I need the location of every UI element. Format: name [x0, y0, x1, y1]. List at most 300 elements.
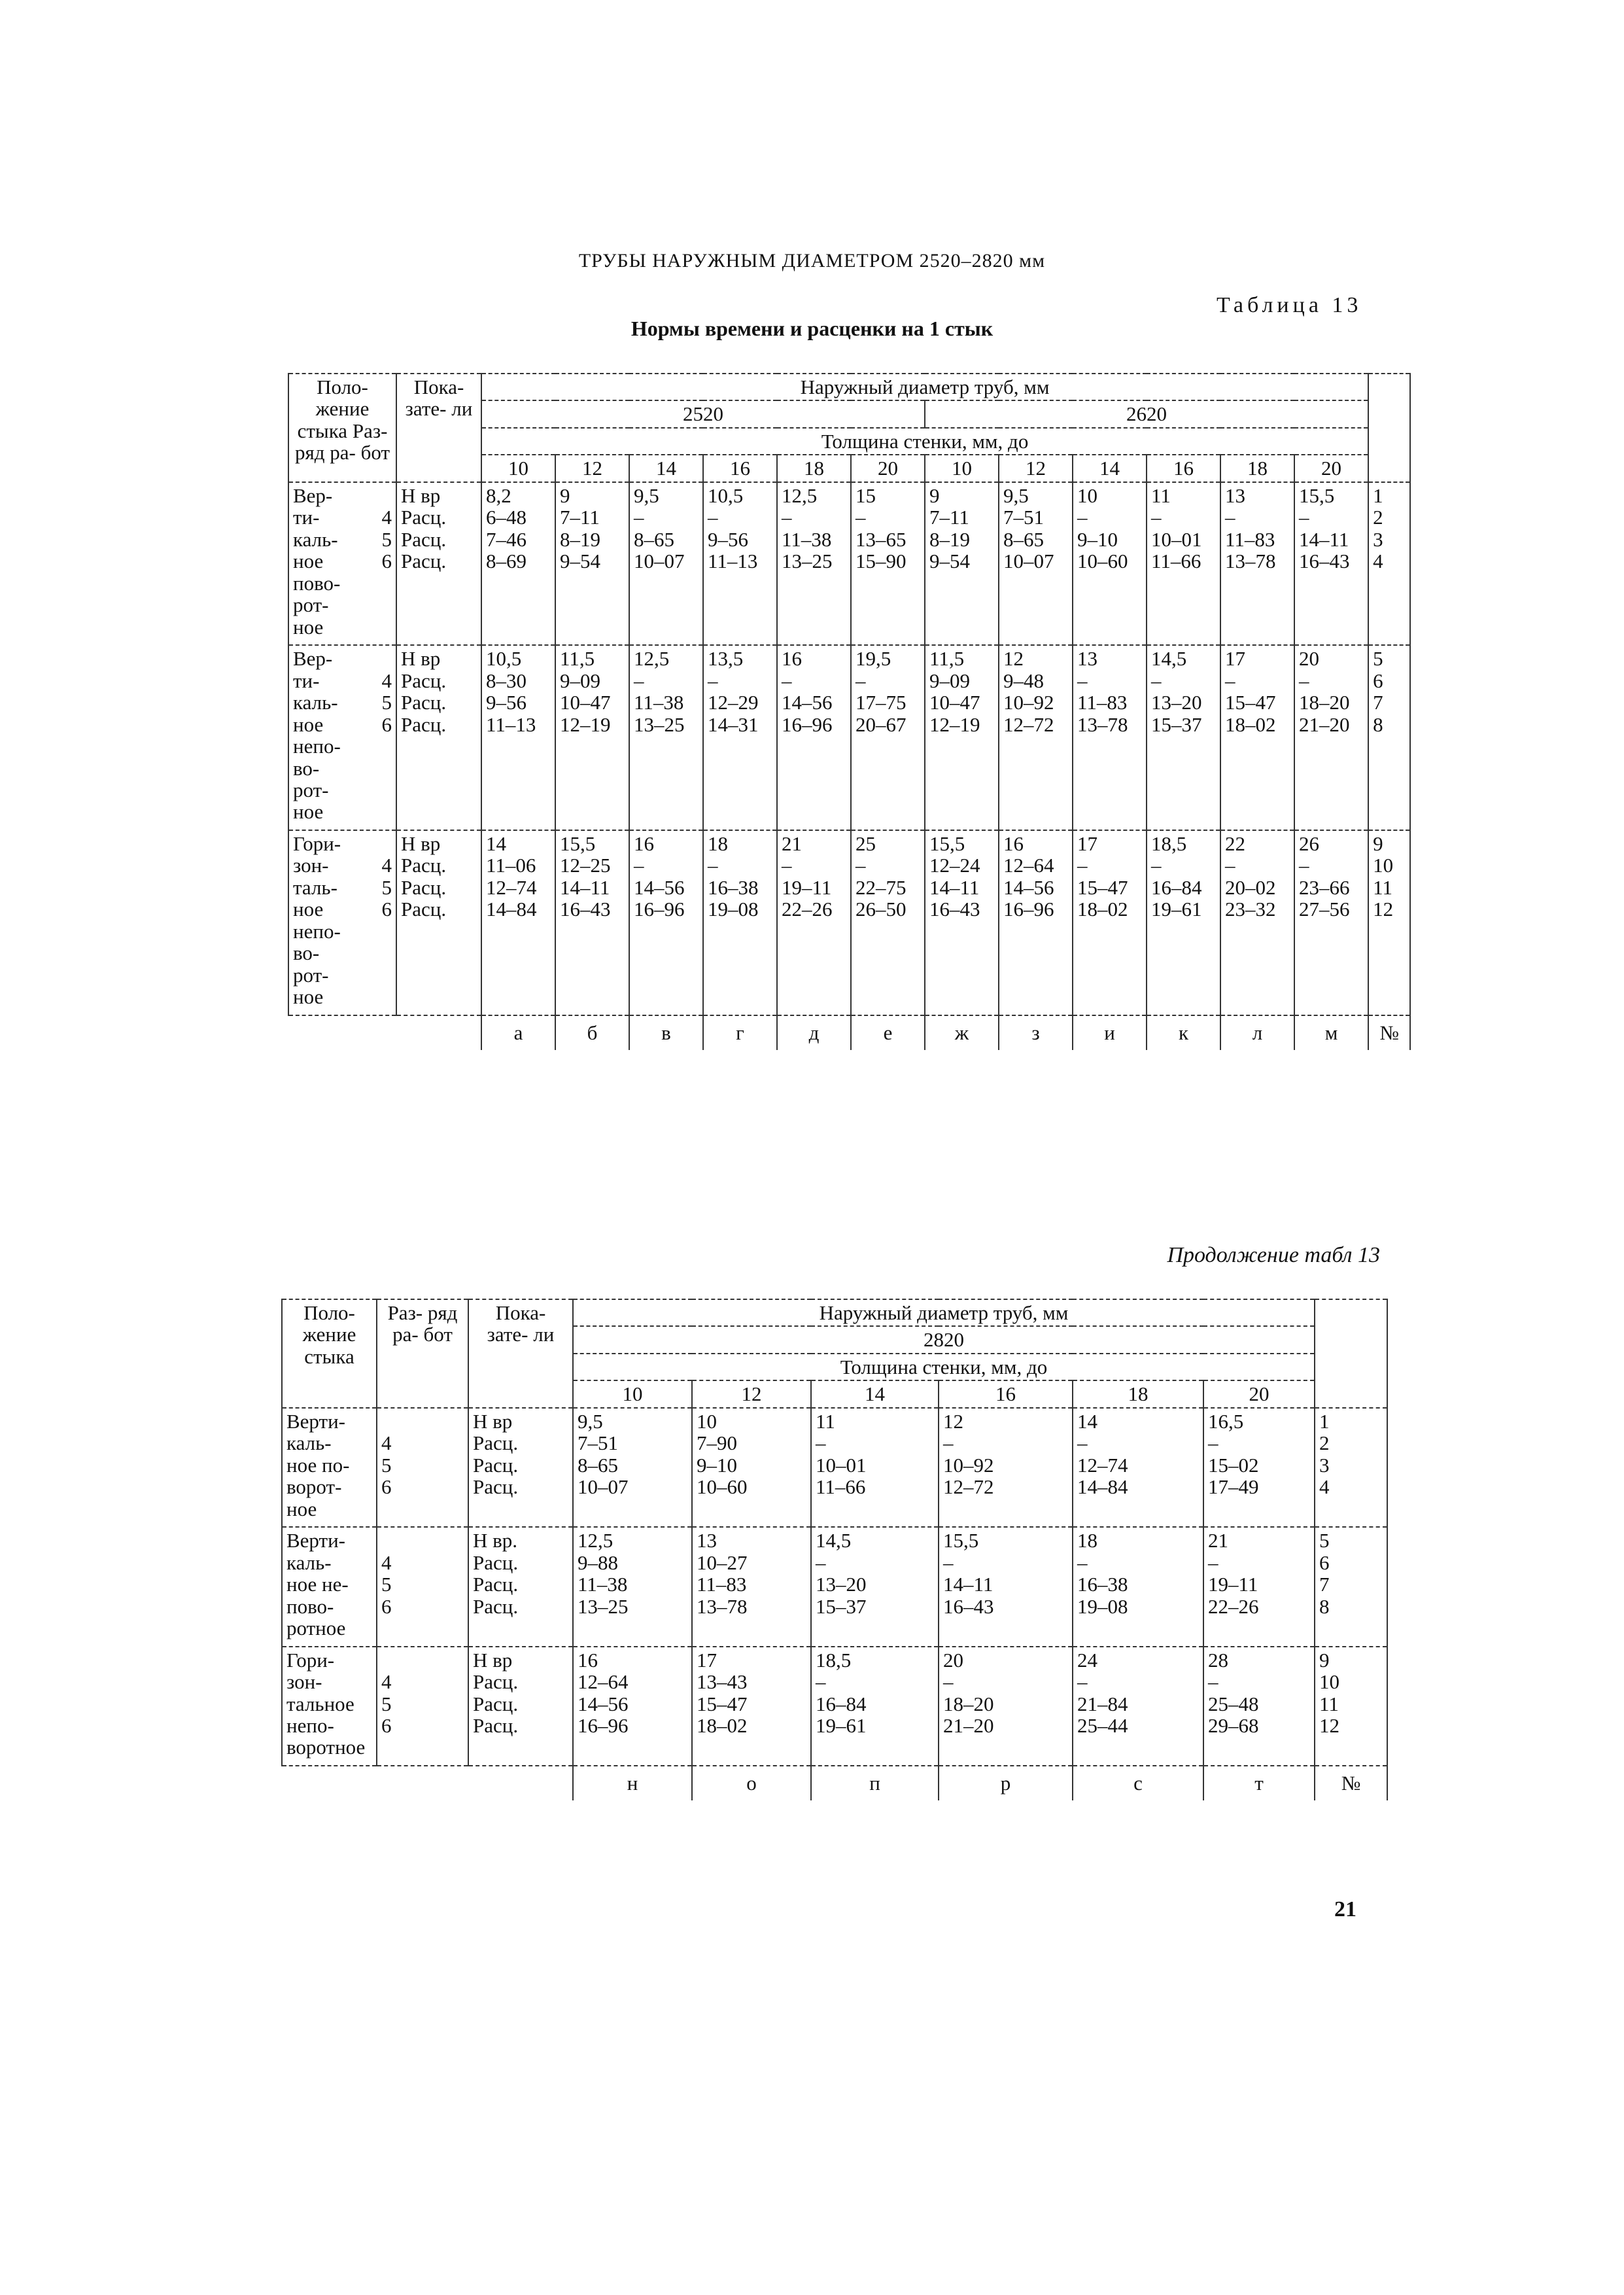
value-cell	[1073, 1408, 1203, 1527]
value-line: –	[1077, 1431, 1088, 1455]
value-cell	[777, 645, 851, 830]
value-line: 13–78	[1077, 712, 1128, 736]
value-line: 16–96	[1003, 898, 1054, 921]
value-cell	[1220, 482, 1294, 645]
header-thickness: 14	[1073, 455, 1147, 482]
value-line: 12	[943, 1409, 963, 1433]
indicator-line: Расц.	[401, 712, 447, 736]
value-line: –	[782, 506, 792, 529]
value-line: 14–84	[486, 898, 537, 921]
column-letter: т	[1203, 1766, 1315, 1800]
value-line: 17–49	[1208, 1475, 1259, 1499]
value-line: 25	[855, 832, 876, 855]
grade-line: 4	[381, 854, 392, 877]
value-line: 9,5	[578, 1409, 603, 1433]
value-line: 7–46	[486, 527, 527, 551]
header-diameter-2820: 2820	[573, 1326, 1315, 1353]
column-letter: а	[481, 1015, 555, 1050]
value-line: 16–38	[1077, 1573, 1128, 1596]
value-line: 10–47	[560, 691, 611, 714]
value-cell	[1073, 830, 1147, 1015]
value-cell	[939, 1527, 1073, 1646]
value-line: 8–65	[578, 1453, 618, 1477]
position-line: каль-	[293, 527, 338, 551]
header-thickness: 18	[1073, 1380, 1203, 1407]
value-line: 18–02	[697, 1713, 748, 1737]
value-cell	[1294, 645, 1368, 830]
value-cell	[692, 1408, 811, 1527]
table-row	[282, 1527, 1387, 1646]
value-cell	[777, 830, 851, 1015]
value-line: 14–31	[708, 712, 759, 736]
value-line: 12–74	[486, 875, 537, 899]
header-wall-thickness: Толщина стенки, мм, до	[481, 428, 1368, 455]
value-line: –	[708, 854, 718, 877]
value-cell	[1147, 482, 1220, 645]
norms-table-2520-2620	[288, 373, 1411, 1050]
value-line: 15–47	[697, 1692, 748, 1715]
value-line: 14–11	[943, 1573, 993, 1596]
value-line: –	[1151, 506, 1162, 529]
value-line: 21–20	[1299, 712, 1350, 736]
row-number: 7	[1319, 1573, 1330, 1596]
value-line: 9–88	[578, 1550, 618, 1574]
row-number: 12	[1373, 898, 1394, 921]
row-number: 4	[1319, 1475, 1330, 1499]
header-thickness: 10	[573, 1380, 692, 1407]
value-line: 15–37	[816, 1594, 867, 1618]
column-letter: в	[629, 1015, 703, 1050]
position-label	[282, 1408, 377, 1527]
value-line: –	[1225, 854, 1235, 877]
position-grade-cell	[288, 482, 396, 645]
value-cell	[555, 830, 629, 1015]
position-line: Вер-	[293, 483, 333, 507]
value-line: 9–54	[560, 550, 600, 573]
table-row	[288, 645, 1410, 830]
value-cell	[1294, 482, 1368, 645]
value-line: 13	[697, 1529, 717, 1552]
indicator-line: Расц.	[401, 669, 447, 692]
position-grade-cell	[288, 830, 396, 1015]
value-line: 13–65	[855, 527, 907, 551]
grade-line: 5	[381, 691, 392, 714]
value-line: 8–19	[560, 527, 600, 551]
value-cell	[1073, 482, 1147, 645]
header-thickness: 10	[925, 455, 999, 482]
position-line: рот-	[293, 963, 329, 987]
value-line: –	[1299, 854, 1309, 877]
value-line: 18,5	[1151, 832, 1187, 855]
row-number: 2	[1373, 506, 1383, 529]
grade-line: 5	[381, 1573, 392, 1596]
value-line: 14–11	[1299, 527, 1349, 551]
row-number: 6	[1319, 1550, 1330, 1574]
value-line: 13	[1225, 483, 1245, 507]
value-line: 21–20	[943, 1713, 994, 1737]
column-letter: п	[811, 1766, 939, 1800]
value-line: 10–60	[697, 1475, 748, 1499]
value-line: 11–13	[708, 550, 758, 573]
value-cell	[939, 1647, 1073, 1766]
header-thickness: 10	[481, 455, 555, 482]
position-line: Гори-	[286, 1648, 335, 1672]
value-line: 6–48	[486, 506, 527, 529]
value-line: –	[943, 1431, 954, 1455]
header-thickness: 12	[999, 455, 1073, 482]
grade-line	[381, 1410, 464, 1432]
value-line: –	[634, 669, 644, 692]
column-letter: д	[777, 1015, 851, 1050]
value-cell	[1220, 645, 1294, 830]
value-line: 12–64	[578, 1670, 629, 1694]
table-row	[288, 830, 1410, 1015]
value-line: 15	[855, 483, 876, 507]
value-line: 11–38	[782, 527, 832, 551]
norms-table-2820	[281, 1299, 1388, 1800]
value-line: 14–11	[929, 875, 980, 899]
row-number: 3	[1373, 527, 1383, 551]
value-line: 11–83	[697, 1573, 747, 1596]
position-line: ное	[293, 712, 324, 736]
value-line: 12–74	[1077, 1453, 1128, 1477]
grade-line: 4	[381, 1670, 392, 1694]
position-line: пово-	[286, 1594, 334, 1618]
value-line: 9–54	[929, 550, 970, 573]
header-indicators: Пока- зате- ли	[396, 374, 481, 482]
position-line: непо-	[286, 1713, 334, 1737]
position-line: непо-	[293, 919, 341, 943]
column-letter: и	[1073, 1015, 1147, 1050]
value-line: 18	[708, 832, 728, 855]
value-line: 12–72	[1003, 712, 1054, 736]
value-line: –	[1299, 669, 1309, 692]
indicator-line: Расц.	[473, 1573, 519, 1596]
position-label	[293, 648, 341, 823]
value-line: 16–43	[943, 1594, 994, 1618]
value-line: –	[782, 669, 792, 692]
row-number: 12	[1319, 1713, 1340, 1737]
value-line: –	[634, 506, 644, 529]
position-line: ти-	[293, 506, 320, 529]
row-number: 6	[1373, 669, 1383, 692]
position-line: Верти-	[286, 1529, 345, 1552]
value-cell	[629, 482, 703, 645]
indicator-line: Расц.	[401, 898, 447, 921]
header-thickness: 12	[555, 455, 629, 482]
value-cell	[1147, 830, 1220, 1015]
value-cell	[811, 1527, 939, 1646]
indicator-labels	[396, 830, 481, 1015]
header-blank	[1368, 374, 1410, 482]
value-line: –	[634, 854, 644, 877]
grade-line: 4	[381, 1431, 392, 1455]
value-line: –	[943, 1670, 954, 1694]
value-line: 15–37	[1151, 712, 1202, 736]
value-cell	[811, 1647, 939, 1766]
value-line: 20	[943, 1648, 963, 1672]
position-line: ротное	[286, 1617, 346, 1640]
value-line: 13–20	[1151, 691, 1202, 714]
position-line: ное по-	[286, 1453, 350, 1477]
value-line: 16	[634, 832, 654, 855]
value-line: –	[1208, 1550, 1218, 1574]
value-cell	[939, 1408, 1073, 1527]
value-line: 12	[1003, 647, 1024, 671]
row-number: 9	[1373, 832, 1383, 855]
value-cell	[925, 645, 999, 830]
position-line: ное не-	[286, 1573, 349, 1596]
row-number: 11	[1373, 875, 1392, 899]
value-line: 16–38	[708, 875, 759, 899]
indicator-labels	[396, 645, 481, 830]
header-thickness: 16	[703, 455, 777, 482]
value-cell	[1203, 1527, 1315, 1646]
value-line: 19,5	[855, 647, 891, 671]
row-number: 10	[1373, 854, 1394, 877]
value-line: 7–90	[697, 1431, 737, 1455]
position-line: ное	[293, 615, 324, 639]
value-line: 12–19	[560, 712, 611, 736]
column-number-sign: №	[1368, 1015, 1410, 1050]
indicator-line: Расц.	[473, 1692, 519, 1715]
grade-line: 6	[381, 898, 392, 921]
row-numbers	[1315, 1647, 1387, 1766]
value-line: –	[1208, 1431, 1218, 1455]
value-cell	[999, 482, 1073, 645]
grade-label	[382, 833, 392, 1008]
value-line: 19–11	[782, 875, 832, 899]
header-thickness: 16	[1147, 455, 1220, 482]
value-line: 26	[1299, 832, 1319, 855]
grade-label	[377, 1647, 468, 1766]
grade-line: 6	[381, 1594, 392, 1618]
header-thickness: 18	[1220, 455, 1294, 482]
header-outer-diameter: Наружный диаметр труб, мм	[573, 1299, 1315, 1326]
indicator-labels	[468, 1527, 573, 1646]
value-line: 9–09	[560, 669, 600, 692]
value-cell	[999, 830, 1073, 1015]
value-line: 12–72	[943, 1475, 994, 1499]
position-line: каль-	[286, 1431, 332, 1455]
grade-line: 6	[381, 1713, 392, 1737]
indicator-line: Расц.	[473, 1475, 519, 1499]
value-cell	[1073, 1527, 1203, 1646]
grade-line: 6	[381, 712, 392, 736]
value-cell	[1220, 830, 1294, 1015]
value-line: 14–56	[782, 691, 833, 714]
indicator-line: Расц.	[473, 1670, 519, 1694]
value-line: 16–84	[1151, 875, 1202, 899]
position-grade-cell	[288, 645, 396, 830]
value-cell	[481, 482, 555, 645]
indicator-line: Расц.	[473, 1713, 519, 1737]
header-outer-diameter: Наружный диаметр труб, мм	[481, 374, 1368, 400]
position-label	[293, 485, 340, 638]
value-line: 15,5	[929, 832, 965, 855]
value-line: 10–60	[1077, 550, 1128, 573]
value-line: –	[855, 669, 866, 692]
value-cell	[573, 1408, 692, 1527]
value-line: 14,5	[1151, 647, 1187, 671]
row-number: 4	[1373, 550, 1383, 573]
value-line: 10,5	[708, 483, 744, 507]
position-line: ворот-	[286, 1475, 342, 1499]
value-line: 23–32	[1225, 898, 1276, 921]
value-line: 16–43	[929, 898, 980, 921]
value-line: 20	[1299, 647, 1319, 671]
value-line: 9–09	[929, 669, 970, 692]
row-number: 2	[1319, 1431, 1330, 1455]
row-numbers	[1368, 830, 1410, 1015]
position-grade-wrap	[293, 833, 392, 1008]
grade-line	[382, 485, 392, 506]
value-line: 17–75	[855, 691, 907, 714]
position-line: ное	[293, 985, 324, 1009]
indicator-line: Расц.	[401, 875, 447, 899]
row-number: 9	[1319, 1648, 1330, 1672]
value-line: 15–47	[1077, 875, 1128, 899]
value-line: 12–19	[929, 712, 980, 736]
header-wall-thickness: Толщина стенки, мм, до	[573, 1354, 1315, 1380]
row-number: 7	[1373, 691, 1383, 714]
value-line: 10–27	[697, 1550, 748, 1574]
row-number: 8	[1373, 712, 1383, 736]
value-line: 10–07	[634, 550, 685, 573]
value-line: 18–02	[1077, 898, 1128, 921]
value-cell	[999, 645, 1073, 830]
indicator-labels	[468, 1408, 573, 1527]
value-line: –	[1151, 669, 1162, 692]
value-line: 14	[1077, 1409, 1097, 1433]
value-line: 20–02	[1225, 875, 1276, 899]
grade-label	[377, 1527, 468, 1646]
value-cell	[1147, 645, 1220, 830]
position-line: ное	[293, 550, 324, 573]
value-line: 19–08	[708, 898, 759, 921]
column-letter: с	[1073, 1766, 1203, 1800]
value-line: –	[816, 1550, 826, 1574]
value-cell	[692, 1527, 811, 1646]
value-cell	[925, 482, 999, 645]
value-cell	[703, 830, 777, 1015]
row-number: 1	[1373, 483, 1383, 507]
header-thickness: 18	[777, 455, 851, 482]
value-line: 9–48	[1003, 669, 1044, 692]
value-line: 13–78	[697, 1594, 748, 1618]
value-line: 14–84	[1077, 1475, 1128, 1499]
value-line: 11–66	[816, 1475, 866, 1499]
value-cell	[555, 482, 629, 645]
value-line: 15,5	[560, 832, 596, 855]
position-line: таль-	[293, 875, 337, 899]
value-line: 29–68	[1208, 1713, 1259, 1737]
grade-label	[382, 648, 392, 823]
value-line: –	[1208, 1670, 1218, 1694]
value-line: 21	[1208, 1529, 1228, 1552]
header-thickness: 20	[1203, 1380, 1315, 1407]
indicator-line: Расц.	[473, 1453, 519, 1477]
value-line: 11–13	[486, 712, 536, 736]
position-line: во-	[293, 756, 320, 780]
value-line: 15–47	[1225, 691, 1276, 714]
value-line: 18–02	[1225, 712, 1276, 736]
value-line: 10–92	[943, 1453, 994, 1477]
table-row	[282, 1408, 1387, 1527]
value-line: 10–92	[1003, 691, 1054, 714]
row-number: 1	[1319, 1409, 1330, 1433]
position-grade-wrap	[293, 485, 392, 638]
value-line: –	[1077, 506, 1088, 529]
grade-label	[377, 1408, 468, 1527]
value-line: 7–51	[578, 1431, 618, 1455]
value-line: 15–90	[855, 550, 907, 573]
value-cell	[851, 830, 925, 1015]
value-line: 12–64	[1003, 854, 1054, 877]
position-line: Гори-	[293, 832, 341, 855]
indicator-line: Расц.	[401, 506, 447, 529]
value-line: 7–51	[1003, 506, 1044, 529]
value-line: 15,5	[1299, 483, 1335, 507]
column-letter: м	[1294, 1015, 1368, 1050]
position-line: ное	[293, 800, 324, 824]
value-cell	[573, 1527, 692, 1646]
value-line: 10–01	[816, 1453, 867, 1477]
value-cell	[629, 830, 703, 1015]
value-cell	[481, 645, 555, 830]
indicator-line: Расц.	[401, 854, 447, 877]
column-letter: о	[692, 1766, 811, 1800]
indicator-line: Н вр	[473, 1409, 513, 1433]
header-thickness: 14	[811, 1380, 939, 1407]
column-letter: б	[555, 1015, 629, 1050]
value-line: 8–65	[634, 527, 674, 551]
value-cell	[811, 1408, 939, 1527]
value-line: –	[782, 854, 792, 877]
column-letter: л	[1220, 1015, 1294, 1050]
value-line: 11,5	[929, 647, 965, 671]
indicator-line: Расц.	[473, 1550, 519, 1574]
header-diameter-2620: 2620	[925, 400, 1368, 427]
value-line: 25–44	[1077, 1713, 1128, 1737]
value-line: 14	[486, 832, 506, 855]
value-line: 10–47	[929, 691, 980, 714]
header-position: Поло- жение стыка	[282, 1299, 377, 1408]
value-cell	[692, 1647, 811, 1766]
value-line: –	[1225, 506, 1235, 529]
value-line: 11–83	[1225, 527, 1275, 551]
value-line: 8,2	[486, 483, 511, 507]
grade-line	[382, 648, 392, 669]
value-line: 13	[1077, 647, 1097, 671]
position-line: Верти-	[286, 1409, 345, 1433]
row-number: 11	[1319, 1692, 1339, 1715]
value-line: –	[1299, 506, 1309, 529]
position-line: зон-	[286, 1670, 322, 1694]
value-line: 10,5	[486, 647, 522, 671]
column-letter: г	[703, 1015, 777, 1050]
value-line: 9,5	[634, 483, 659, 507]
value-line: 8–65	[1003, 527, 1044, 551]
value-line: 17	[1225, 647, 1245, 671]
value-line: 10–01	[1151, 527, 1202, 551]
value-line: 12,5	[578, 1529, 613, 1552]
value-line: 9–10	[697, 1453, 737, 1477]
value-line: –	[1077, 669, 1088, 692]
value-cell	[851, 645, 925, 830]
position-line: воротное	[286, 1736, 366, 1759]
value-line: 16,5	[1208, 1409, 1244, 1433]
